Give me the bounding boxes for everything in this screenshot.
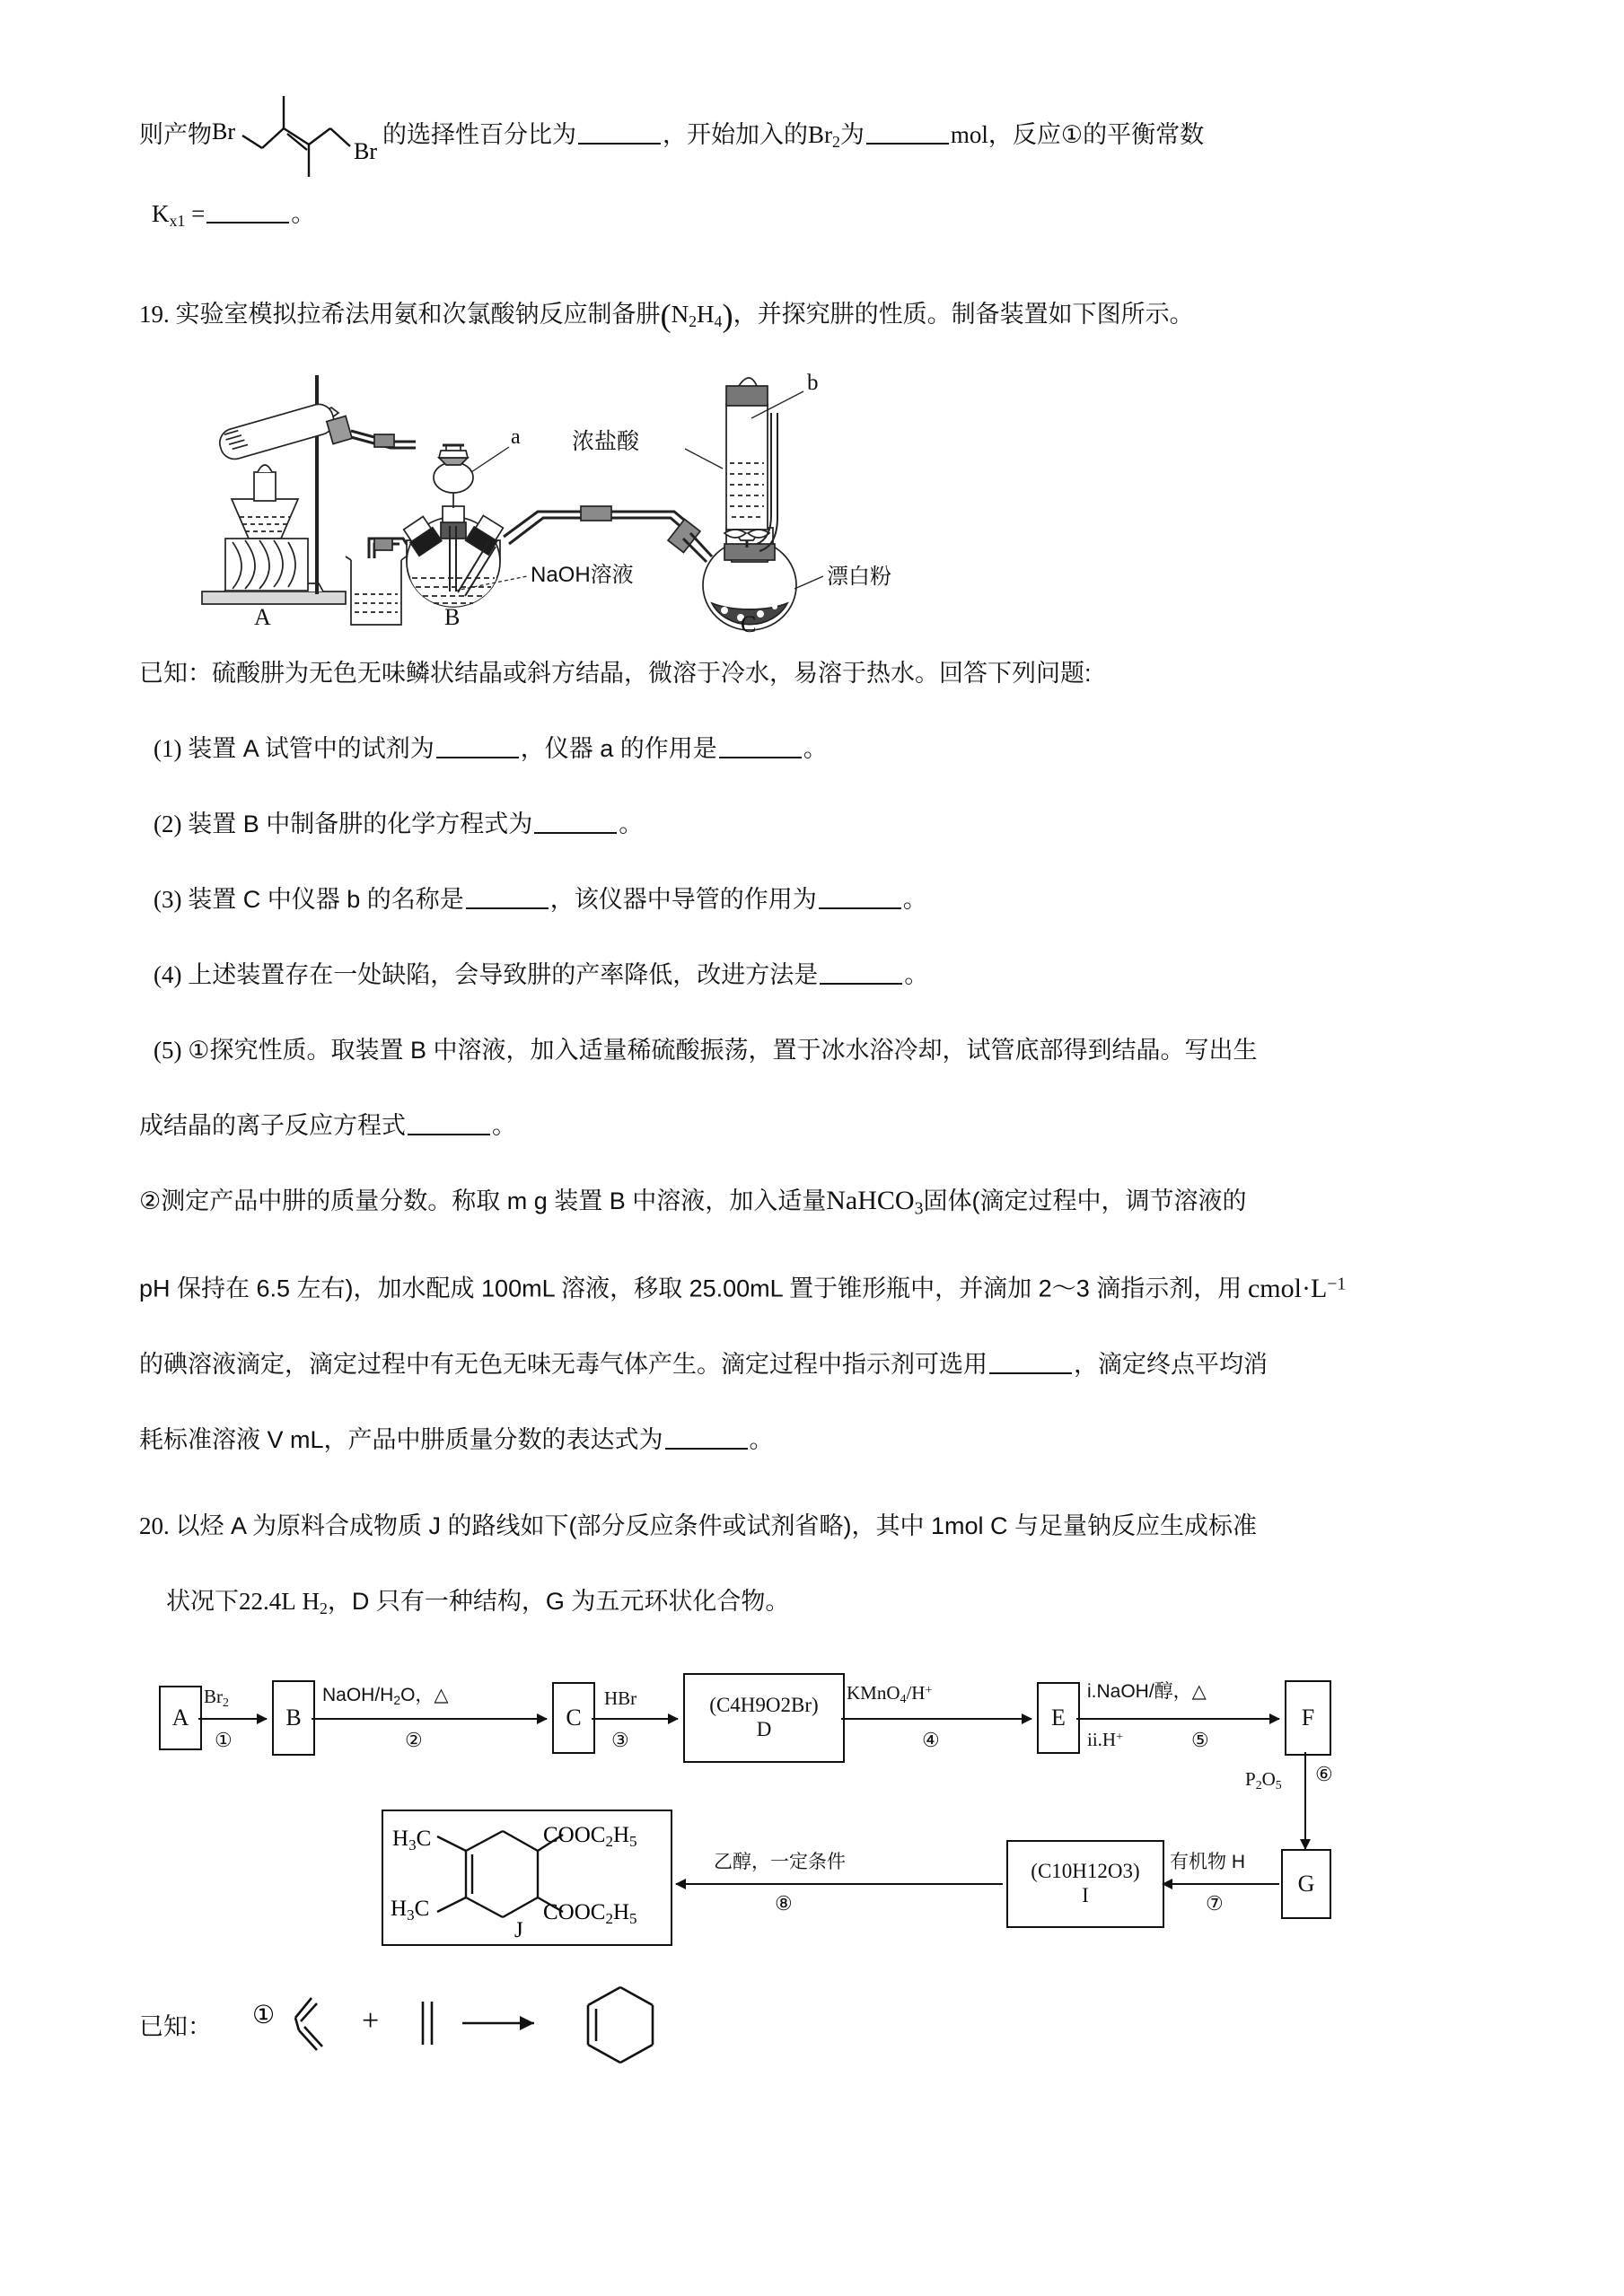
q20-stem-text: 以烃 A 为原料合成物质 J 的路线如下(部分反应条件或试剂省略)，其中 1mol C 与足量钠反应生成标准: [175, 1512, 1258, 1539]
period: 。: [619, 810, 644, 837]
q20-stem-line2: [139, 1564, 1486, 1646]
q19-item-5-line2: [139, 1088, 1486, 1163]
br2-subscript: 2: [832, 132, 840, 151]
answer-blank[interactable]: [206, 197, 289, 223]
item-text: ，滴定终点平均消: [1074, 1350, 1268, 1378]
item-marker: (5): [154, 1036, 182, 1064]
item-text: 探究性质。取装置 B 中溶液，加入适量稀硫酸振荡，置于冰水浴冷却，试管底部得到结晶。写出生: [209, 1036, 1258, 1064]
known-text: 已知：硫酸肼为无色无味鳞状结晶或斜方结晶，微溶于冷水，易溶于热水。回答下列问题:: [139, 659, 1092, 687]
hydrogen-subscript: 4: [714, 311, 723, 330]
j-bottom-left-group: $H_3C$: [391, 1896, 430, 1924]
item-text: 装置 C 中仪器 b 的名称是: [188, 885, 464, 913]
item-text: 的碘溶液滴定，滴定过程中有无色无味无毒气体产生。滴定过程中指示剂可选用: [139, 1350, 988, 1378]
q19-item-4: [139, 937, 1486, 1012]
arrow-G-to-I: [1163, 1883, 1279, 1885]
k-letter: K: [152, 199, 170, 227]
answer-blank[interactable]: [866, 118, 949, 145]
circled-two: ②: [139, 1187, 162, 1214]
equals-sign: =: [191, 199, 206, 227]
q20-number: 20.: [139, 1512, 170, 1539]
hydrogen-symbol: H: [697, 300, 715, 328]
page-content: [139, 0, 1486, 2082]
q18-text-after-molecule-3: 为: [839, 121, 865, 148]
reagent-step-1: $Br_2$: [204, 1685, 229, 1709]
q18-tail-line2: [139, 180, 1486, 255]
j-top-left-group: $H_3C$: [392, 1826, 432, 1853]
reagent-step-6: $P_2O_5$: [1245, 1767, 1282, 1792]
label-b: b: [807, 370, 819, 395]
step-number-1: ①: [215, 1728, 233, 1751]
reaction-arrow-head: [520, 2016, 534, 2030]
period: 。: [904, 960, 929, 988]
period: 。: [902, 885, 927, 913]
svg-text:Br: Br: [212, 118, 235, 145]
label-a: a: [511, 425, 521, 449]
item-text: 耗标准溶液 V mL，产品中肼质量分数的表达式为: [139, 1425, 663, 1453]
device-a-label: A: [254, 603, 271, 630]
q19-item-2: [139, 786, 1486, 862]
item-text: ，仪器 a 的作用是: [520, 734, 717, 762]
reagent-step-5-ii: ii.H+: [1087, 1728, 1123, 1750]
answer-blank[interactable]: [578, 118, 661, 145]
q19-item-5-line4: [139, 1246, 1486, 1326]
q19-item-5-line1: [139, 1012, 1486, 1088]
item-text: 装置 B 中制备肼的化学方程式为: [188, 810, 533, 837]
arrow-E-to-F: [1076, 1718, 1279, 1720]
bleaching-powder-label: 漂白粉: [827, 564, 891, 589]
answer-blank[interactable]: [719, 732, 802, 758]
h2-formula: [303, 1588, 328, 1615]
step-number-7: ⑦: [1206, 1891, 1224, 1915]
q19-item-1: [139, 711, 1486, 786]
known-circled-number: ①: [252, 2000, 276, 2029]
synthesis-route-diagram: [139, 1655, 1468, 1951]
item-text: pH 保持在 6.5 左右)，加水配成 100mL 溶液，移取 25.00mL 置于锥形瓶中，并滴加 2～3 滴指示剂，用: [139, 1275, 1242, 1302]
item-marker: (1): [154, 734, 182, 762]
circled-one: ①: [188, 1036, 210, 1064]
dibromo-dimethyl-butene-structure: [212, 118, 382, 164]
item-text: 装置 A 试管中的试剂为: [188, 734, 435, 762]
scheme-node-B: B: [272, 1680, 315, 1756]
q18-text-after-molecule-1: 的选择性百分比为: [382, 121, 576, 148]
conc-hcl-label: 浓盐酸: [572, 428, 640, 454]
j-caption: J: [514, 1917, 523, 1941]
q19-stem: [139, 276, 1486, 359]
cmol-superscript: −1: [1327, 1274, 1347, 1294]
j-top-right-group: $COOC_2H_5$: [543, 1822, 637, 1850]
period: 。: [492, 1111, 516, 1139]
nahco3-formula: [826, 1185, 924, 1219]
device-b-label: B: [444, 603, 461, 630]
item-text: 成结晶的离子反应方程式: [139, 1111, 406, 1139]
plus-sign: +: [362, 2003, 380, 2037]
j-bottom-right-group: $COOC_2H_5$: [543, 1899, 637, 1927]
nahco3-subscript: 3: [914, 1198, 924, 1219]
answer-blank[interactable]: [466, 883, 549, 909]
q19-item-5-line6: [139, 1402, 1486, 1477]
q19-number: 19.: [139, 300, 170, 328]
item-marker: (4): [154, 960, 182, 988]
q19-item-5-line3: [139, 1163, 1486, 1247]
h2-subscript: 2: [320, 1599, 328, 1617]
scheme-node-A: A: [159, 1686, 202, 1750]
reagent-step-8: 乙醇，一定条件: [714, 1851, 846, 1872]
nitrogen-symbol: N: [671, 300, 689, 328]
k-subscript: x1: [169, 211, 186, 230]
answer-blank[interactable]: [665, 1424, 748, 1450]
item-marker: (2): [154, 810, 182, 837]
scheme-node-E: E: [1037, 1682, 1080, 1754]
answer-blank[interactable]: [436, 732, 519, 758]
diels-alder-reaction-svg: [247, 1971, 750, 2079]
q19-item-3: [139, 862, 1486, 937]
step-number-8: ⑧: [775, 1891, 793, 1915]
answer-blank[interactable]: [989, 1348, 1072, 1374]
h2-text: H: [302, 1587, 320, 1615]
item-text: 固体(滴定过程中，调节溶液的: [923, 1187, 1247, 1214]
svg-text:Br: Br: [354, 137, 377, 164]
nitrogen-subscript: 2: [689, 311, 698, 330]
q19-stem-part2: ，并探究肼的性质。制备装置如下图所示。: [733, 300, 1194, 328]
paren-open: (: [660, 297, 672, 334]
step-number-5: ⑤: [1191, 1728, 1209, 1751]
reagent-step-5-i: i.NaOH/醇，△: [1087, 1680, 1207, 1702]
device-c-label: C: [741, 610, 757, 637]
q19-stem-part1: 实验室模拟拉希法用氨和次氯酸钠反应制备肼: [175, 300, 661, 328]
q19-item-5-line5: [139, 1327, 1486, 1402]
arrow-C-to-D: [592, 1718, 678, 1720]
node-I-label: I: [1082, 1883, 1089, 1906]
j-structure-svg: [383, 1811, 667, 1941]
q18-text-after-molecule-2: ，开始加入的: [663, 121, 808, 148]
q18-text-after-molecule-4: ，反应①的平衡常数: [988, 121, 1205, 148]
reagent-step-3: HBr: [604, 1687, 637, 1709]
volume-value: 22.4L: [239, 1587, 296, 1615]
arrow-A-to-B: [198, 1718, 267, 1720]
hydrazine-apparatus-figure: [175, 363, 983, 641]
arrow-B-to-C: [312, 1718, 547, 1720]
period: 。: [291, 199, 316, 227]
arrow-I-to-J: [676, 1883, 1003, 1885]
answer-blank[interactable]: [820, 959, 902, 985]
q19-known-line: [139, 635, 1486, 711]
step-number-2: ②: [405, 1728, 423, 1751]
q20-stem-text: ，D 只有一种结构，G 为五元环状化合物。: [327, 1587, 790, 1615]
node-D-label: D: [756, 1717, 772, 1740]
formula-br2: [808, 121, 840, 151]
equilibrium-constant-symbol: [152, 199, 186, 230]
item-text: 上述装置存在一处缺陷，会导致肼的产率降低，改进方法是: [188, 960, 819, 988]
known-reaction-block: [139, 1975, 1486, 2082]
step-number-6: ⑥: [1315, 1762, 1333, 1785]
br2-element: Br: [808, 121, 832, 148]
known-label: 已知：: [139, 2012, 212, 2040]
scheme-node-C: C: [552, 1682, 595, 1754]
step-number-3: ③: [611, 1728, 629, 1751]
scheme-node-I: [1006, 1840, 1164, 1928]
cmol-text: cmol·L: [1247, 1273, 1328, 1303]
answer-blank[interactable]: [408, 1109, 490, 1135]
nahco3-text: NaHCO: [826, 1185, 915, 1215]
q18-text-before-molecule: 则产物: [139, 121, 212, 148]
step-number-4: ④: [922, 1728, 940, 1751]
arrow-F-to-G: [1304, 1752, 1306, 1849]
paren-close: ): [722, 297, 733, 334]
unit-mol: mol: [950, 121, 988, 148]
reagent-step-2: NaOH/$H_2O$，△: [322, 1684, 449, 1707]
node-I-formula: (C10H12O3): [1031, 1860, 1140, 1883]
apparatus-svg: [175, 363, 983, 641]
naoh-solution-label: NaOH溶液: [531, 562, 634, 587]
node-D-formula: (C4H9O2Br): [709, 1694, 819, 1717]
cmol-unit: [1248, 1274, 1346, 1303]
arrow-D-to-E: [841, 1718, 1031, 1720]
scheme-node-G: G: [1281, 1849, 1331, 1919]
answer-blank[interactable]: [819, 883, 901, 909]
scheme-node-J: [382, 1810, 672, 1946]
item-text: ，该仪器中导管的作用为: [549, 885, 817, 913]
period: 。: [803, 734, 828, 762]
scheme-node-D: [683, 1673, 845, 1763]
reagent-step-7: 有机物 H: [1170, 1851, 1245, 1872]
period: 。: [749, 1425, 774, 1453]
q20-stem-text: 状况下: [166, 1587, 239, 1615]
q20-stem-line1: [139, 1488, 1486, 1564]
hydrazine-formula: [660, 297, 733, 334]
item-text: 测定产品中肼的质量分数。称取 m g 装置 B 中溶液，加入适量: [161, 1187, 827, 1214]
q18-tail-line1: [139, 97, 1486, 180]
reagent-step-4: KMnO$_4$/H+: [847, 1681, 933, 1705]
answer-blank[interactable]: [534, 808, 617, 834]
item-marker: (3): [154, 885, 182, 913]
scheme-node-F: F: [1285, 1680, 1331, 1756]
